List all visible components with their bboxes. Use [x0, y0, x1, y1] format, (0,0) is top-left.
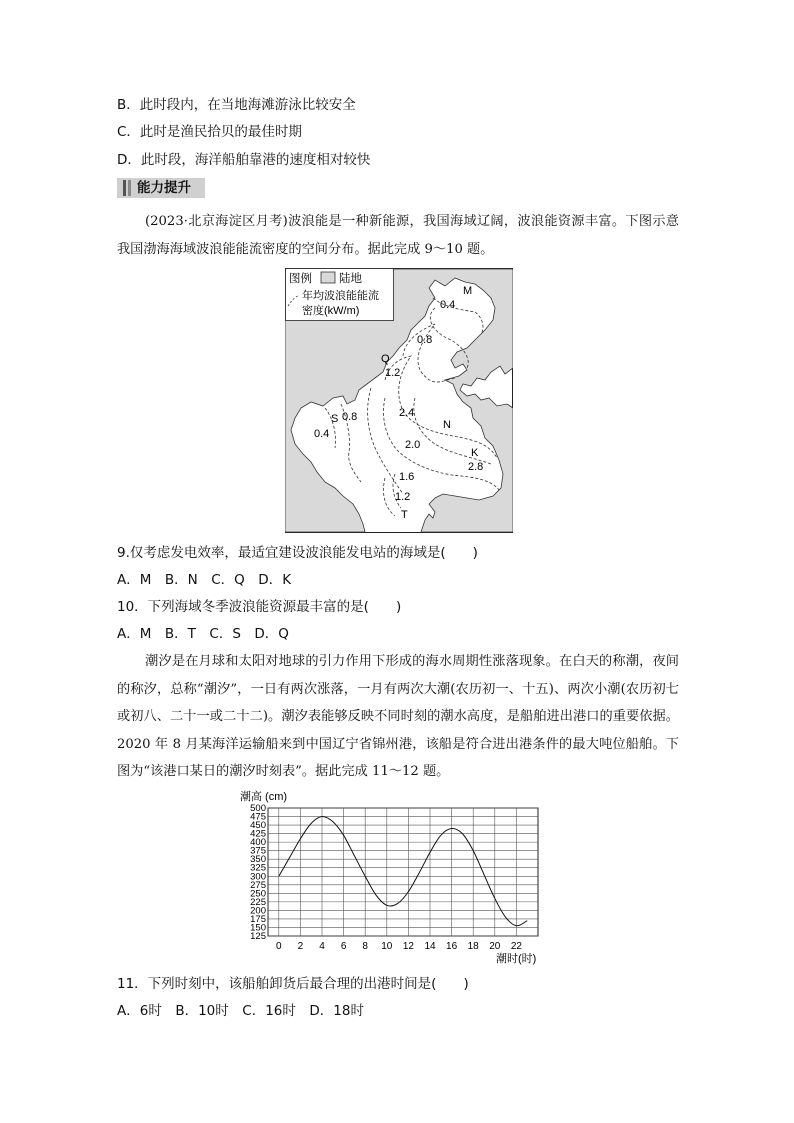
intro-1-text: (2023·北京海淀区月考)波浪能是一种新能源，我国海域辽阔，波浪能资源丰富。下图示意我国渤海海域波浪能能流密度的空间分布。据此完成 9～10 题。: [117, 214, 679, 257]
legend-line-2: 密度(kW/m): [302, 305, 360, 317]
y-tick-label-2: 450: [250, 820, 266, 832]
y-tick-label-0: 500: [250, 803, 266, 814]
option-d: D．此时段，海洋船舶靠港的速度相对较快: [117, 152, 371, 168]
section-stripe: [123, 180, 126, 196]
x-tick-label-11: 22: [510, 941, 522, 952]
label-t: T: [401, 509, 408, 521]
x-tick-label-6: 12: [402, 941, 414, 952]
section-header: [117, 178, 205, 198]
legend-land-label: 陆地: [339, 273, 362, 285]
contour-label-1-2-south: 1.2: [395, 491, 411, 503]
tide-chart: [228, 786, 558, 968]
contour-label-0-8-north: 0.8: [417, 334, 433, 346]
contour-label-2-0: 2.0: [405, 439, 421, 451]
x-tick-label-1: 2: [297, 941, 304, 952]
y-tick-label-6: 350: [250, 854, 266, 866]
option-c: C．此时是渔民拾贝的最佳时期: [117, 124, 302, 140]
tide-series-line: [279, 817, 527, 926]
y-tick-label-14: 150: [250, 922, 266, 934]
chart-ylabel: 潮高 (cm): [240, 791, 288, 803]
question-11-options: A．6时 B．10时 C．16时 D．18时: [117, 1003, 364, 1019]
label-m: M: [463, 285, 473, 297]
label-q: Q: [381, 353, 390, 365]
x-tick-label-7: 14: [424, 941, 436, 952]
y-tick-label-4: 400: [250, 837, 266, 849]
x-tick-label-5: 10: [381, 941, 393, 952]
section-title: 能力提升: [137, 180, 191, 196]
contour-label-1-6: 1.6: [399, 471, 415, 483]
chart-xlabel: 潮时(时): [496, 953, 537, 965]
contour-label-2-8: 2.8: [468, 461, 484, 473]
x-tick-label-4: 8: [362, 941, 368, 952]
x-tick-label-0: 0: [276, 941, 282, 952]
bohai-wave-energy-map: [285, 268, 513, 533]
intro-paragraph-2: [117, 648, 679, 786]
intro-2-text: 潮汐是在月球和太阳对地球的引力作用下形成的海水周期性涨落现象。在白天的称潮，夜间的称汐，总称“潮汐”，一日有两次涨落，一月有两次大潮(农历初一、十五)、两次小潮(农历初七或初八、二十一或二十二)。潮汐表能够反映不同时刻的潮水高度，是船舶进出港口的重要依据。2020 年 8 月某海洋运输船来到中国辽宁省锦州港，该船是符合进出港条件的最大吨位船舶。下图为“该港口某日的潮汐时刻表”。据此完成 11～12 题。: [117, 654, 679, 779]
label-s: S: [331, 413, 339, 425]
y-tick-label-10: 250: [250, 888, 266, 900]
contour-label-1-2-north: 1.2: [385, 367, 401, 379]
option-b: B．此时段内，在当地海滩游泳比较安全: [117, 97, 356, 113]
question-9-options: A．M B．N C．Q D．K: [117, 572, 292, 588]
question-9-stem: 9.仅考虑发电效率，最适宜建设波浪能发电站的海域是( ): [117, 545, 478, 561]
legend-title: 图例: [289, 273, 312, 285]
intro-paragraph-1: [117, 208, 679, 263]
y-tick-label-7: 325: [250, 862, 266, 874]
tide-series-points: [279, 817, 527, 926]
chart-y-ticks: [250, 803, 266, 942]
y-tick-label-13: 175: [250, 913, 266, 925]
chart-x-ticks: [276, 941, 522, 952]
y-tick-label-15: 125: [250, 931, 266, 942]
x-tick-label-8: 16: [446, 941, 458, 952]
contour-label-2-4: 2.4: [399, 407, 415, 419]
section-stripe-2: [128, 180, 131, 196]
question-10-stem: 10．下列海域冬季波浪能资源最丰富的是( ): [117, 599, 402, 615]
y-tick-label-3: 425: [250, 828, 266, 840]
y-tick-label-11: 225: [250, 896, 266, 908]
question-11-stem: 11．下列时刻中，该船舶卸货后最合理的出港时间是( ): [117, 976, 469, 992]
x-tick-label-3: 6: [340, 941, 347, 952]
y-tick-label-8: 300: [250, 871, 266, 883]
label-n: N: [443, 419, 451, 431]
x-tick-label-9: 18: [467, 941, 479, 952]
legend-land-swatch: [321, 272, 335, 283]
y-tick-label-12: 200: [250, 905, 266, 917]
y-tick-label-5: 375: [250, 845, 266, 857]
y-tick-label-1: 475: [250, 811, 266, 823]
contour-label-0-4-north: 0.4: [440, 299, 456, 311]
label-k: K: [471, 447, 479, 459]
contour-label-0-8-west: 0.8: [342, 411, 358, 423]
contour-label-0-4-west: 0.4: [314, 428, 330, 440]
y-tick-label-9: 275: [250, 879, 266, 891]
legend-line-1: 年均波浪能能流: [302, 290, 379, 302]
x-tick-label-10: 20: [489, 941, 501, 952]
question-10-options: A．M B．T C．S D．Q: [117, 626, 289, 642]
x-tick-label-2: 4: [319, 941, 325, 952]
